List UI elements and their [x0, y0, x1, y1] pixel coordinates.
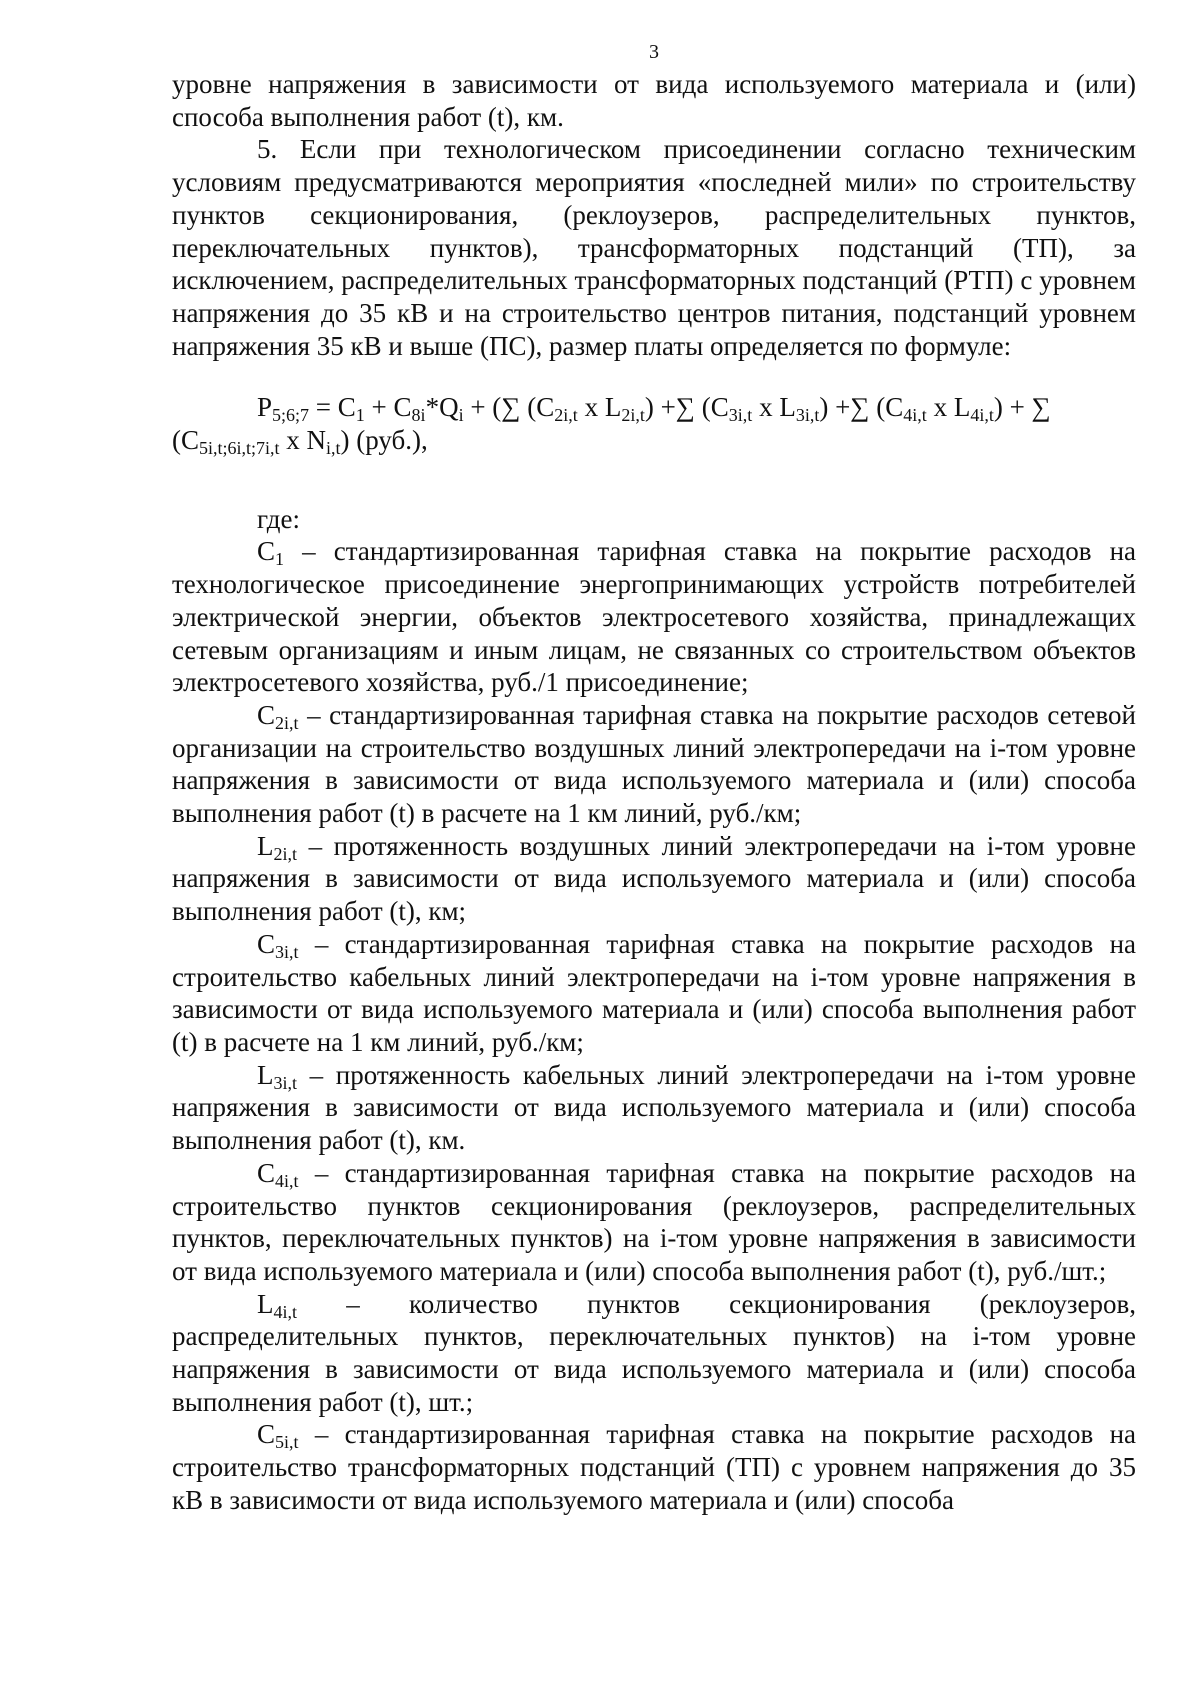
definition-c3: $C_{3i,t}$ – стандартизированная тарифная ставка на покрытие расходов на строительство кабельных линий электропередачи на i-том уровне напряжения в зависимости от вида используемого материала и (или) способа выполнения работ (t) в расчете на 1 км линий, руб./км; [172, 928, 1136, 1057]
definition-c2: $C_{2i,t}$ – стандартизированная тарифная ставка на покрытие расходов сетевой организации на строительство воздушных линий электропередачи на i-том уровне напряжения в зависимости от вида используемого материала и (или) способа выполнения работ (t) в расчете на 1 км линий, руб./км; [172, 699, 1136, 829]
formula-line-2: ($C_{5i,t;6i,t;7i,t}$ x $N_{i,t}$) (руб.), [172, 425, 428, 459]
definition-c5: $C_{5i,t}$ – стандартизированная тарифная ставка на покрытие расходов на строительство трансформаторных подстанций (ТП) с уровнем напряжения до 35 кВ в зависимости от вида используемого материала и (или) способа [172, 1419, 1136, 1515]
definition-l4: $L_{4i,t}$ – количество пунктов секционирования (реклоузеров, распределительных пунктов, переключательных пунктов) на i-том уровне напряжения в зависимости от вида используемого материала и (или) способа выполнения работ (t), шт.; [172, 1288, 1136, 1417]
document-page [172, 38, 1136, 1517]
paragraph-item-5: 5. Если при технологическом присоединении согласно техническим условиям предусматриваются мероприятия «последней мили» по строительству пунктов секционирования, (реклоузеров, распределительных пунктов, переключательных пунктов), трансформаторных подстанций (ТП), за исключением, распределительных трансформаторных подстанций (РТП) с уровнем напряжения до 35 кВ и на строительство центров питания, подстанций уровнем напряжения 35 кВ и выше (ПС), размер платы определяется по формуле: [172, 134, 1136, 361]
definition-c4: $C_{4i,t}$ – стандартизированная тарифная ставка на покрытие расходов на строительство пунктов секционирования (реклоузеров, распределительных пунктов, переключательных пунктов) на i-том уровне напряжения в зависимости от вида используемого материала и (или) способа выполнения работ (t), руб./шт.; [172, 1157, 1136, 1286]
definition-l3: $L_{3i,t}$ – протяженность кабельных линий электропередачи на i-том уровне напряжения в зависимости от вида используемого материала и (или) способа выполнения работ (t), км. [172, 1059, 1136, 1156]
definition-c1: $C_1$ – стандартизированная тарифная ставка на покрытие расходов на технологическое присоединение энергопринимающих устройств потребителей электрической энергии, объектов электросетевого хозяйства, принадлежащих сетевым организациям и иным лицам, не связанных со строительством объектов электросетевого хозяйства, руб./1 присоединение; [172, 536, 1136, 698]
where-label: где: [257, 503, 300, 534]
paragraph-continuation: уровне напряжения в зависимости от вида используемого материала и (или) способа выполнения работ (t), км. [172, 69, 1136, 132]
page-number: 3 [649, 41, 659, 63]
definition-l2: $L_{2i,t}$ – протяженность воздушных линий электропередачи на i-том уровне напряжения в зависимости от вида используемого материала и (или) способа выполнения работ (t), км; [172, 830, 1136, 927]
formula-line-1: $P_{5;6;7} = C_1 + C_{8i}*Q_i$ + (∑ ($C_{2i,t}$ x $L_{2i,t}$) +∑ ($C_{3i,t}$ x $L_{3i,t}$) +∑ ($C_{4i,t}$ x $L_{4i,t}$) + ∑ [257, 392, 1051, 426]
